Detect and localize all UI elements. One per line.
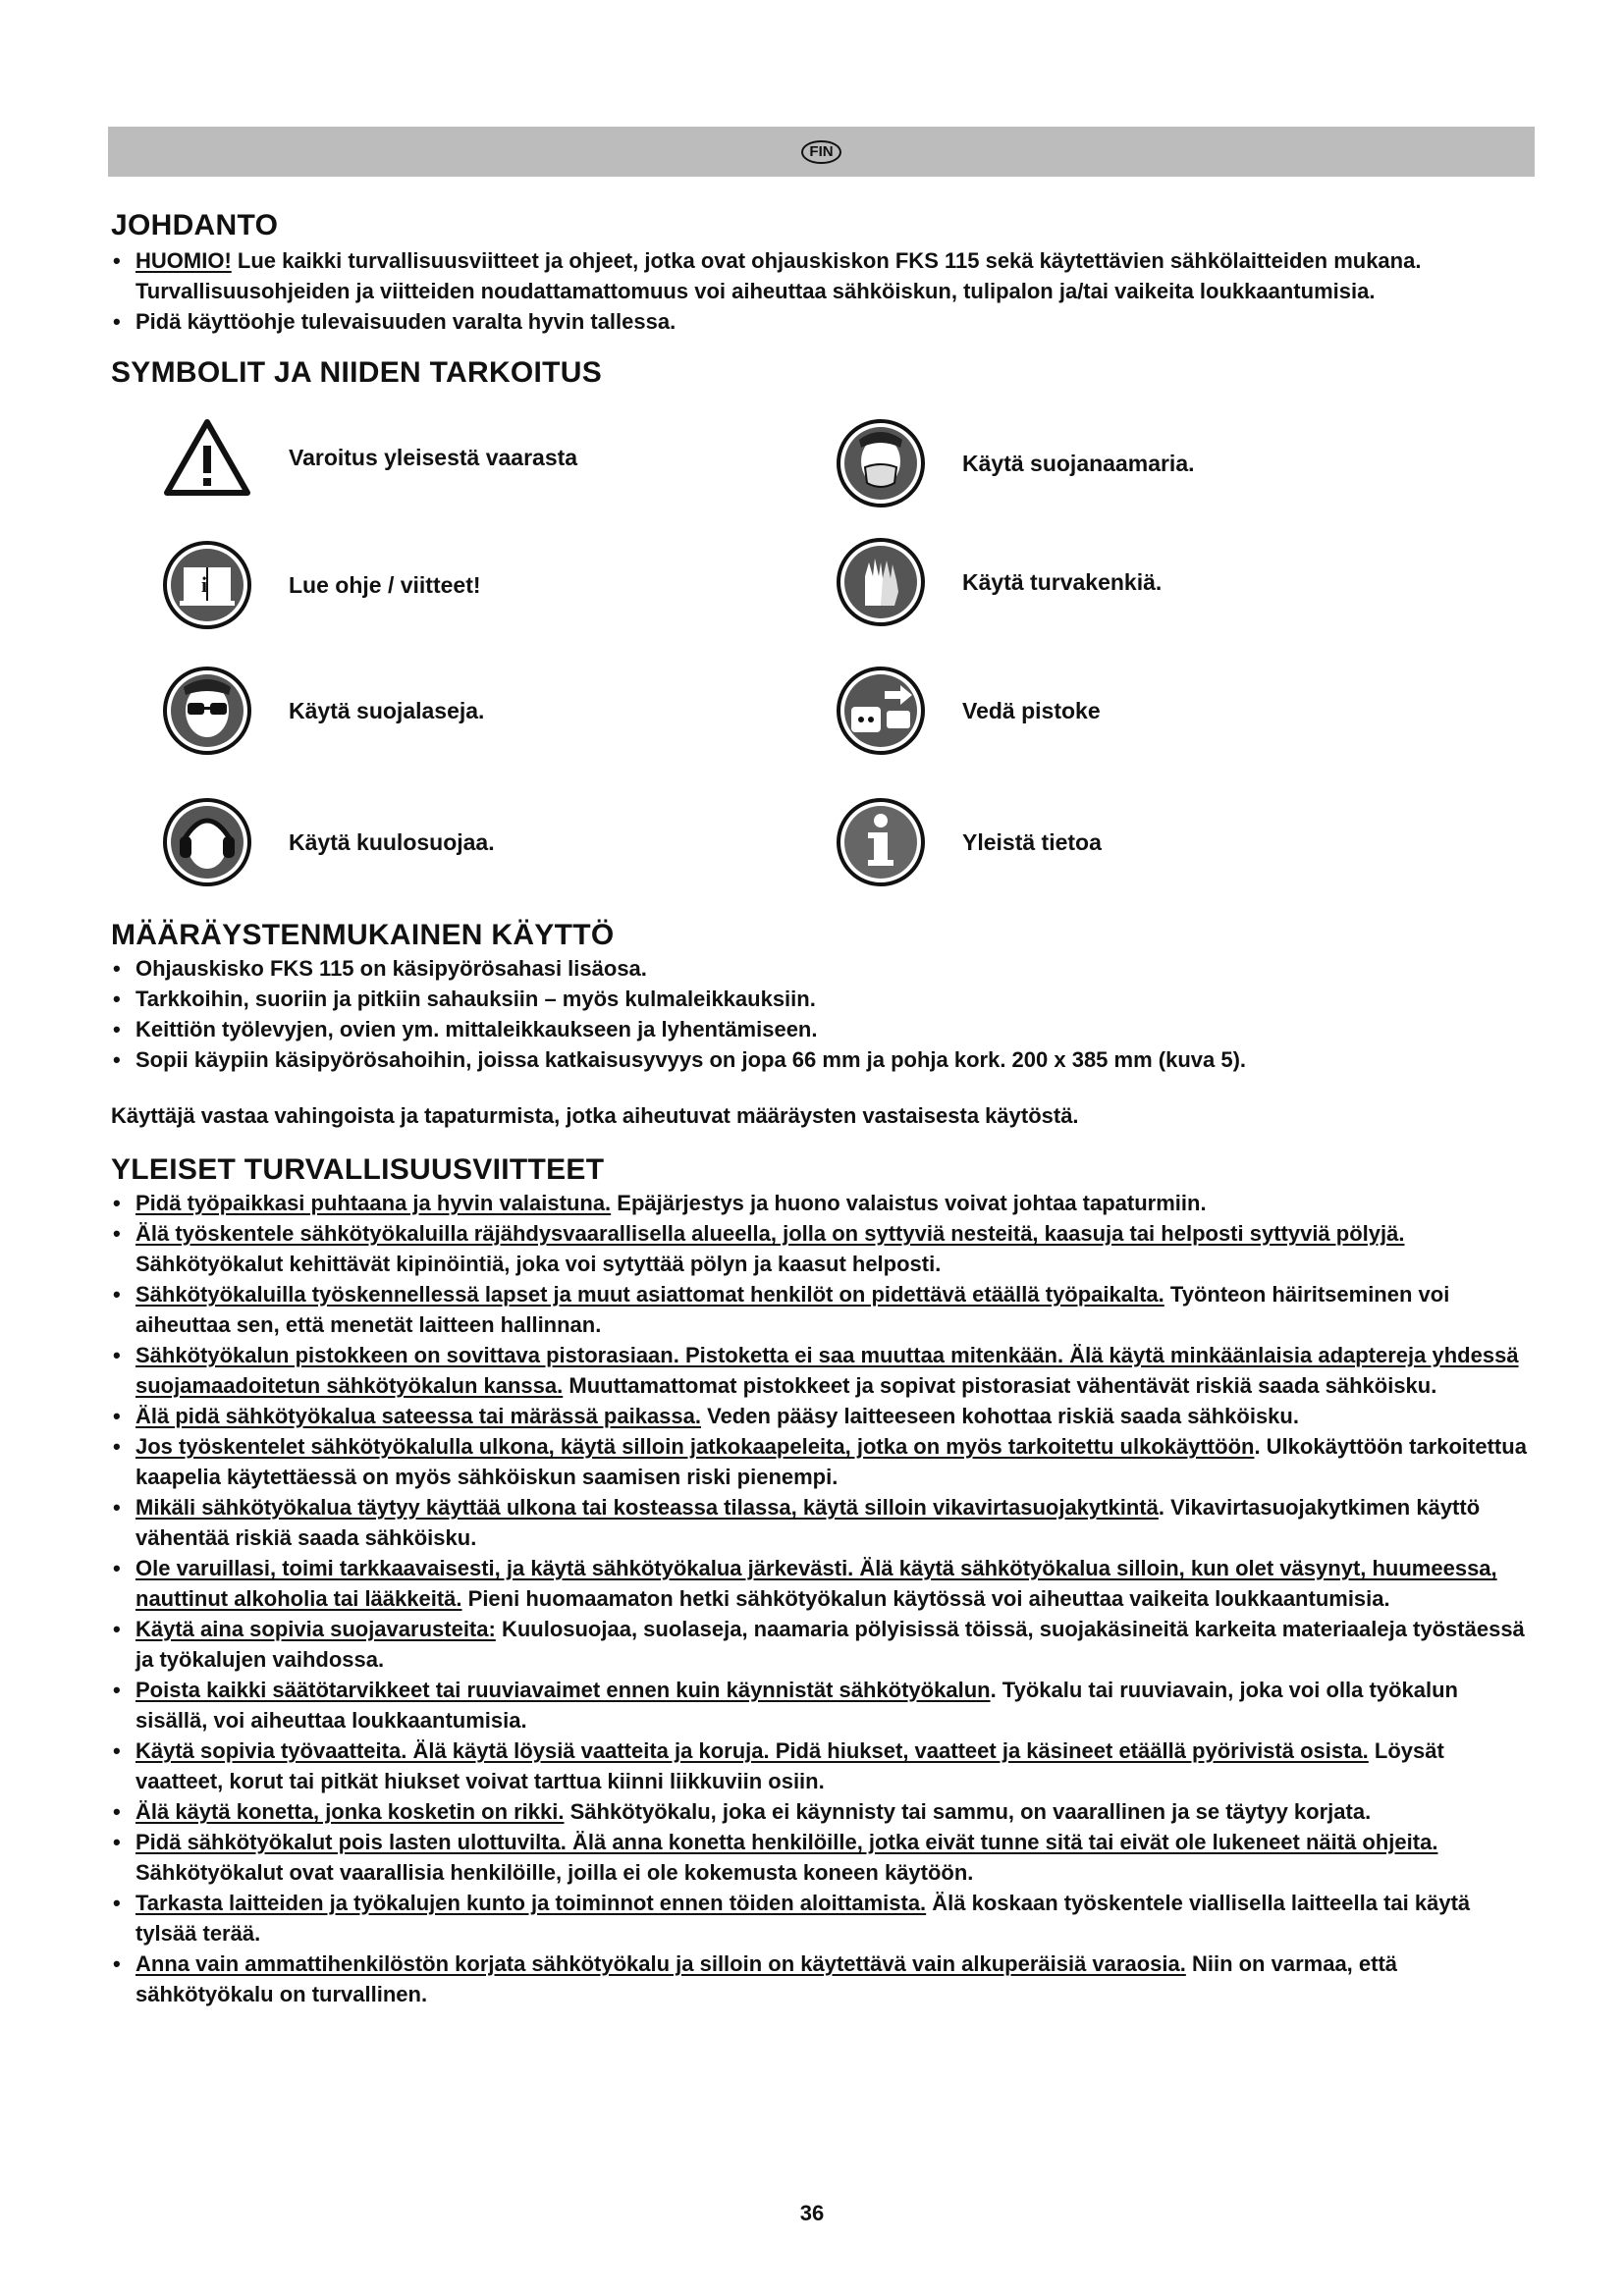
language-badge: FIN [801, 140, 840, 164]
symbol-label: Käytä suojanaamaria. [962, 450, 1195, 476]
safety-item-emphasis: Älä käytä konetta, jonka kosketin on rikki. [135, 1799, 565, 1824]
safety-glasses-icon [162, 666, 252, 756]
symbol-safety-gloves [836, 537, 1162, 627]
intro-heading: JOHDANTO [111, 209, 279, 241]
safety-gloves-icon [836, 537, 926, 627]
intended-use-heading: MÄÄRÄYSTENMUKAINEN KÄYTTÖ [111, 919, 615, 951]
safety-item-emphasis: Sähkötyökalun pistokkeen on sovittava pistorasiaan. Pistoketta ei saa muuttaa mitenkään. Älä käytä minkäänlaisia adaptereja yhdessä suojamaadoitetun sähkötyökalun kanssa. [135, 1343, 1519, 1398]
page-content [111, 208, 1535, 2009]
safety-item [111, 1888, 1535, 1949]
ear-protection-icon [162, 797, 252, 887]
symbol-general-info [836, 797, 1102, 887]
intended-use-item: • Ohjauskisko FKS 115 on käsipyörösahasi lisäosa. [111, 953, 1535, 984]
symbol-safety-glasses [162, 666, 484, 756]
symbol-label: Käytä turvakenkiä. [962, 568, 1163, 595]
safety-item [111, 1279, 1535, 1340]
safety-item [111, 1401, 1535, 1431]
intro-item-0 [111, 245, 1535, 306]
safety-item-text: Epäjärjestys ja huono valaistus voivat johtaa tapaturmiin. [611, 1191, 1207, 1215]
safety-item-text: Kuulosuojaa, suolaseja, naamaria pölyisissä töissä, suojakäsineitä karkeita materiaaleja työstäessä ja työkalujen vaihdossa. [135, 1617, 1525, 1672]
symbol-face-mask [836, 418, 1195, 508]
safety-item-text: Sähkötyökalut kehittävät kipinöintiä, joka voi sytyttää pölyn ja kaasut helposti. [135, 1252, 942, 1276]
symbol-ear-protection [162, 797, 495, 887]
safety-item [111, 1675, 1535, 1735]
intended-use-list [111, 953, 1535, 1075]
safety-item [111, 1218, 1535, 1279]
intended-use-item: • Keittiön työlevyjen, ovien ym. mittaleikkaukseen ja lyhentämiseen. [111, 1014, 1535, 1044]
page-number: 36 [799, 2201, 825, 2225]
safety-item-text: Muuttamattomat pistokkeet ja sopivat pistorasiat vähentävät riskiä saada sähköisku. [563, 1373, 1437, 1398]
intro-item-1-text: Pidä käyttöohje tulevaisuuden varalta hyvin tallessa. [135, 309, 677, 334]
safety-item-emphasis: Poista kaikki säätötarvikkeet tai ruuviavaimet ennen kuin käynnistät sähkötyökalun [135, 1678, 991, 1702]
safety-item [111, 1431, 1535, 1492]
safety-item-emphasis: Sähkötyökaluilla työskennellessä lapset ja muut asiattomat henkilöt on pidettävä etäällä työpaikalta. [135, 1282, 1164, 1307]
safety-item-emphasis: Pidä työpaikkasi puhtaana ja hyvin valaistuna. [135, 1191, 612, 1215]
intro-item-0-emphasis: HUOMIO! [135, 248, 232, 273]
safety-item-text: Sähkötyökalut ovat vaarallisia henkilöille, joilla ei ole kokemusta koneen käytöön. [135, 1860, 974, 1885]
safety-item-text: Niin on varmaa, että sähkötyökalu on turvallinen. [135, 1951, 1398, 2006]
safety-item-emphasis: Jos työskentelet sähkötyökalulla ulkona, käytä silloin jatkokaapeleita, jotka on myös tarkoitettu ulkokäyttöön [135, 1434, 1255, 1459]
safety-item-emphasis: Anna vain ammattihenkilöstön korjata sähkötyökalu ja silloin on käytettävä vain alkuperäisiä varaosia. [135, 1951, 1186, 1976]
safety-list [111, 1188, 1535, 2009]
safety-item [111, 1614, 1535, 1675]
safety-item-text: Työnteon häiritseminen voi aiheuttaa sen, että menetät laitteen hallinnan. [135, 1282, 1450, 1337]
symbol-label: Vedä pistoke [962, 697, 1101, 723]
liability-note: Käyttäjä vastaa vahingoista ja tapaturmista, jotka aiheutuvat määräysten vastaisesta käytöstä. [111, 1103, 1079, 1128]
symbol-unplug [836, 666, 1101, 756]
safety-item-text: . Työkalu tai ruuviavain, joka voi olla työkalun sisällä, voi aiheuttaa loukkaantumisia. [135, 1678, 1458, 1733]
symbol-read-manual [162, 540, 481, 630]
header-bar [108, 127, 1535, 177]
unplug-icon [836, 666, 926, 756]
safety-item [111, 1340, 1535, 1401]
safety-item-text: Pieni huomaamaton hetki sähkötyökalun käytössä voi aiheuttaa vaikeita loukkaantumisia. [461, 1586, 1390, 1611]
intro-item-0-text: Lue kaikki turvallisuusviitteet ja ohjeet, jotka ovat ohjauskiskon FKS 115 sekä käytettävien sähkölaitteiden mukana. Turvallisuusohjeiden ja viitteiden noudattamattomuus voi aiheuttaa sähköiskun, tulipalon ja/tai vaikeita loukkaantumisia. [135, 248, 1422, 303]
symbol-label: Varoitus yleisestä vaarasta [289, 444, 578, 470]
safety-item-emphasis: Älä työskentele sähkötyökaluilla räjähdysvaarallisella alueella, jolla on syttyviä nesteitä, kaasuja tai helposti syttyviä pölyjä. [135, 1221, 1405, 1246]
intro-list [111, 245, 1535, 337]
symbol-label: Yleistä tietoa [962, 828, 1102, 855]
intro-item-1 [111, 306, 1535, 337]
safety-item-text: Sähkötyökalu, joka ei käynnisty tai sammu, on vaarallinen ja se täytyy korjata. [564, 1799, 1372, 1824]
symbols-grid [111, 412, 1535, 923]
face-mask-icon [836, 418, 926, 508]
safety-heading: YLEISET TURVALLISUUSVIITTEET [111, 1153, 605, 1186]
svg-text:i: i [201, 572, 208, 597]
symbol-general-warning [162, 412, 577, 503]
safety-item [111, 1796, 1535, 1827]
safety-item-text: . Ulkokäyttöön tarkoitettua kaapelia käytettäessä on myös sähköiskun saamisen riski pienempi. [135, 1434, 1527, 1489]
warning-triangle-icon [162, 412, 252, 503]
safety-item [111, 1735, 1535, 1796]
symbol-label: Käytä kuulosuojaa. [289, 828, 495, 855]
info-icon [836, 797, 926, 887]
safety-item-text: . Vikavirtasuojakytkimen käyttö vähentää riskiä saada sähköisku. [135, 1495, 1481, 1550]
safety-item-text: Löysät vaatteet, korut tai pitkät hiukset voivat tarttua kiinni liikkuviin osiin. [135, 1738, 1444, 1793]
safety-item-emphasis: Mikäli sähkötyökalua täytyy käyttää ulkona tai kosteassa tilassa, käytä silloin vikavirtasuojakytkintä [135, 1495, 1159, 1520]
symbol-label: Lue ohje / viitteet! [289, 571, 481, 598]
safety-item [111, 1492, 1535, 1553]
symbol-label: Käytä suojalaseja. [289, 697, 485, 723]
safety-item [111, 1553, 1535, 1614]
safety-item-emphasis: Tarkasta laitteiden ja työkalujen kunto ja toiminnot ennen töiden aloittamista. [135, 1891, 927, 1915]
safety-item [111, 1949, 1535, 2009]
symbols-heading: SYMBOLIT JA NIIDEN TARKOITUS [111, 356, 603, 389]
safety-item-text: Veden pääsy laitteeseen kohottaa riskiä saada sähköisku. [701, 1404, 1299, 1428]
safety-item-emphasis: Pidä sähkötyökalut pois lasten ulottuvilta. Älä anna konetta henkilöille, jotka eivät tunne sitä tai eivät ole lukeneet näitä ohjeita. [135, 1830, 1438, 1854]
intended-use-item: • Sopii käypiin käsipyörösahoihin, joissa katkaisusyvyys on jopa 66 mm ja pohja kork. 200 x 385 mm (kuva 5). [111, 1044, 1535, 1075]
safety-item [111, 1188, 1535, 1218]
safety-item-emphasis: Käytä aina sopivia suojavarusteita: [135, 1617, 496, 1641]
safety-item [111, 1827, 1535, 1888]
intended-use-item: • Tarkkoihin, suoriin ja pitkiin sahauksiin – myös kulmaleikkauksiin. [111, 984, 1535, 1014]
safety-item-emphasis: Käytä sopivia työvaatteita. Älä käytä löysiä vaatteita ja koruja. Pidä hiukset, vaatteet ja käsineet etäällä pyörivistä osista. [135, 1738, 1369, 1763]
safety-item-emphasis: Ole varuillasi, toimi tarkkaavaisesti, ja käytä sähkötyökalua järkevästi. Älä käytä sähkötyökalua silloin, kun olet väsynyt, huumeessa, nauttinut alkoholia tai lääkkeitä. [135, 1556, 1497, 1611]
safety-item-emphasis: Älä pidä sähkötyökalua sateessa tai märässä paikassa. [135, 1404, 701, 1428]
safety-item-text: Älä koskaan työskentele viallisella laitteella tai käytä tylsää terää. [135, 1891, 1471, 1946]
read-manual-icon [162, 540, 252, 630]
